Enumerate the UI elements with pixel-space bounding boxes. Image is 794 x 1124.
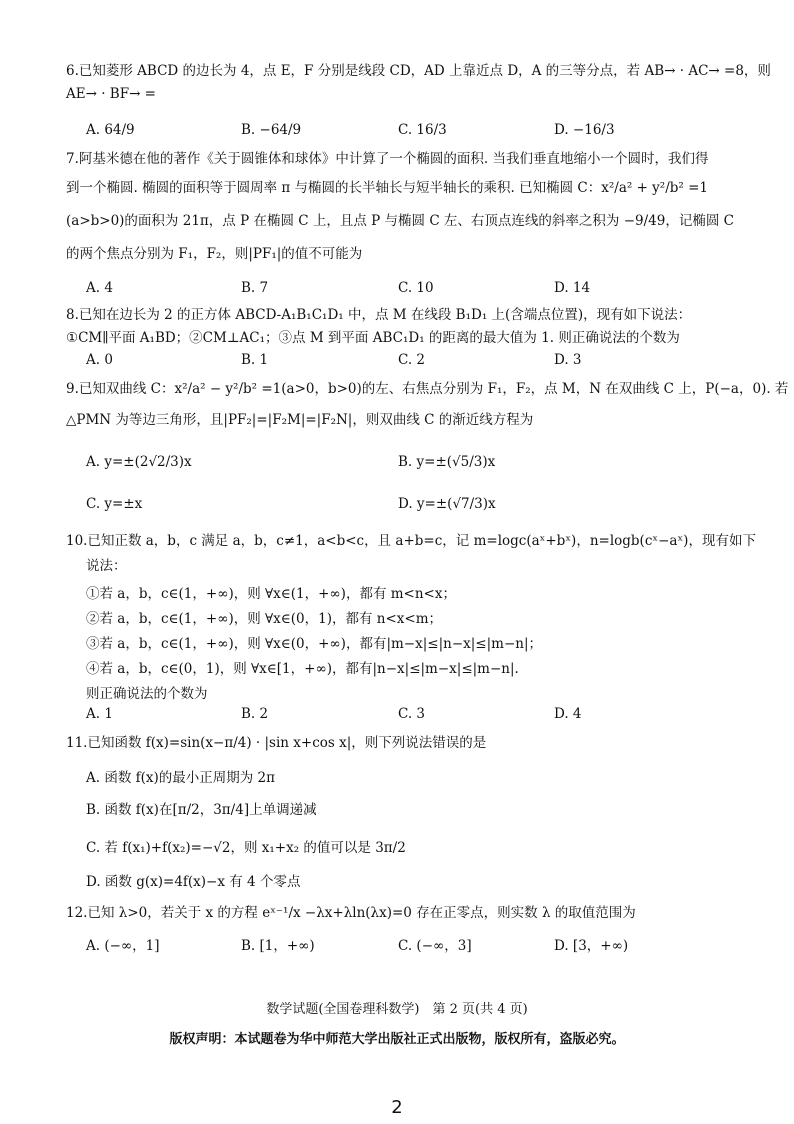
question-11-line-1: 11.已知函数 f(x)=sin(x−π/4) · |sin x+cos x|，则下列说法错误的是: [66, 735, 487, 751]
question-7-option-c: C. 10: [398, 280, 434, 296]
question-7: [66, 150, 756, 264]
question-6-options: [86, 122, 766, 144]
question-7-option-b: B. 7: [241, 280, 269, 296]
question-10-options: [86, 706, 766, 728]
question-7-line-4: 的两个焦点分别为 F₁，F₂，则|PF₁|的值不可能为: [66, 246, 363, 262]
question-10-option-b: B. 2: [241, 706, 269, 722]
question-6-line-2: AE→ · BF→ =: [66, 86, 156, 102]
question-10-line-2: 说法：: [86, 558, 127, 574]
question-6: [66, 62, 771, 104]
question-11-option-b: B. 函数 f(x)在[π/2，3π/4]上单调递减: [86, 802, 317, 818]
question-10-prompt: 则正确说法的个数为: [86, 686, 208, 702]
question-7-line-1: 7.阿基米德在他的著作《关于圆锥体和球体》中计算了一个椭圆的面积. 当我们垂直地缩小一个圆时，我们得: [66, 151, 709, 167]
question-10-statement-3: ③若 a，b，c∈(1，+∞)，则 ∀x∈(0，+∞)，都有|m−x|≤|n−x|≤|m−n|；: [86, 636, 543, 652]
question-7-line-3: (a>b>0)的面积为 21π，点 P 在椭圆 C 上，且点 P 与椭圆 C 左、右顶点连线的斜率之积为 −9/49，记椭圆 C: [66, 213, 734, 229]
question-9-option-a: A. y=±(2√2/3)x: [86, 454, 192, 470]
question-8-line-1: 8.已知在边长为 2 的正方体 ABCD-A₁B₁C₁D₁ 中，点 M 在线段 B₁D₁ 上(含端点位置)，现有如下说法：: [66, 307, 692, 323]
question-10: [66, 532, 756, 576]
question-8-option-d: D. 3: [554, 352, 582, 368]
question-8-option-a: A. 0: [86, 352, 113, 368]
page-footer-copyright: 版权声明：本试题卷为华中师范大学出版社正式出版物，版权所有，盗版必究。: [169, 1032, 625, 1047]
page-number: 2: [391, 1097, 403, 1118]
question-10-option-a: A. 1: [86, 706, 113, 722]
question-12-options: [86, 934, 766, 956]
question-6-option-b: B. −64/9: [241, 122, 302, 138]
question-10-option-c: C. 3: [398, 706, 426, 722]
question-8-option-c: C. 2: [398, 352, 426, 368]
question-11-option-d: D. 函数 g(x)=4f(x)−x 有 4 个零点: [86, 874, 301, 890]
question-12-option-c: C. (−∞，3]: [398, 938, 472, 954]
question-10-option-d: D. 4: [554, 706, 582, 722]
question-7-options: [86, 280, 766, 302]
question-7-line-2: 到一个椭圆. 椭圆的面积等于圆周率 π 与椭圆的长半轴长与短半轴长的乘积. 已知椭圆 C：x²/a² + y²/b² =1: [66, 180, 709, 196]
question-11-option-a: A. 函数 f(x)的最小正周期为 2π: [86, 770, 276, 786]
question-10-line-1: 10.已知正数 a，b，c 满足 a，b，c≠1，a<b<c，且 a+b=c，记 m=logc(aˣ+bˣ)，n=logb(cˣ−aˣ)，现有如下: [66, 533, 756, 549]
question-10-statement-4: ④若 a，b，c∈(0，1)，则 ∀x∈[1，+∞)，都有|n−x|≤|m−x|≤|m−n|.: [86, 661, 519, 677]
question-11: [66, 734, 756, 753]
question-10-statement-1: ①若 a，b，c∈(1，+∞)，则 ∀x∈(1，+∞)，都有 m<n<x；: [86, 586, 456, 602]
question-8-options: [86, 352, 766, 374]
question-12-option-b: B. [1，+∞): [241, 938, 315, 954]
question-9-line-2: △PMN 为等边三角形，且|PF₂|=|F₂M|=|F₂N|，则双曲线 C 的渐近线方程为: [66, 412, 534, 428]
question-8-option-b: B. 1: [241, 352, 269, 368]
question-12-option-a: A. (−∞，1]: [86, 938, 160, 954]
question-9-options-row-1: [86, 454, 766, 476]
question-8-line-2: ①CM∥平面 A₁BD；②CM⊥AC₁；③点 M 到平面 ABC₁D₁ 的距离的最大值为 1. 则正确说法的个数为: [66, 330, 680, 346]
question-9-line-1: 9.已知双曲线 C：x²/a² − y²/b² =1(a>0，b>0)的左、右焦点分别为 F₁，F₂，点 M，N 在双曲线 C 上，P(−a，0). 若: [66, 381, 789, 397]
question-12-line-1: 12.已知 λ>0，若关于 x 的方程 eˣ⁻¹/x −λx+λln(λx)=0 存在正零点，则实数 λ 的取值范围为: [66, 905, 636, 921]
question-6-option-d: D. −16/3: [554, 122, 615, 138]
question-10-statement-2: ②若 a，b，c∈(1，+∞)，则 ∀x∈(0，1)，都有 n<x<m；: [86, 611, 442, 627]
question-7-option-d: D. 14: [554, 280, 591, 296]
question-11-option-c: C. 若 f(x₁)+f(x₂)=−√2，则 x₁+x₂ 的值可以是 3π/2: [86, 840, 406, 856]
page-footer-subject: 数学试题(全国卷理科数学) 第 2 页(共 4 页): [266, 1002, 528, 1017]
question-12: [66, 904, 756, 923]
question-6-line-1: 6.已知菱形 ABCD 的边长为 4，点 E，F 分别是线段 CD，AD 上靠近点 D，A 的三等分点，若 AB→ · AC→ =8，则: [66, 63, 771, 79]
question-9: [66, 380, 789, 430]
question-8: [66, 306, 756, 348]
question-9-options-row-2: [86, 496, 766, 518]
question-9-option-d: D. y=±(√7/3)x: [398, 496, 496, 512]
question-12-option-d: D. [3，+∞): [554, 938, 629, 954]
question-6-option-c: C. 16/3: [398, 122, 447, 138]
question-9-option-b: B. y=±(√5/3)x: [398, 454, 496, 470]
question-6-option-a: A. 64/9: [86, 122, 135, 138]
question-7-option-a: A. 4: [86, 280, 113, 296]
question-9-option-c: C. y=±x: [86, 496, 143, 512]
